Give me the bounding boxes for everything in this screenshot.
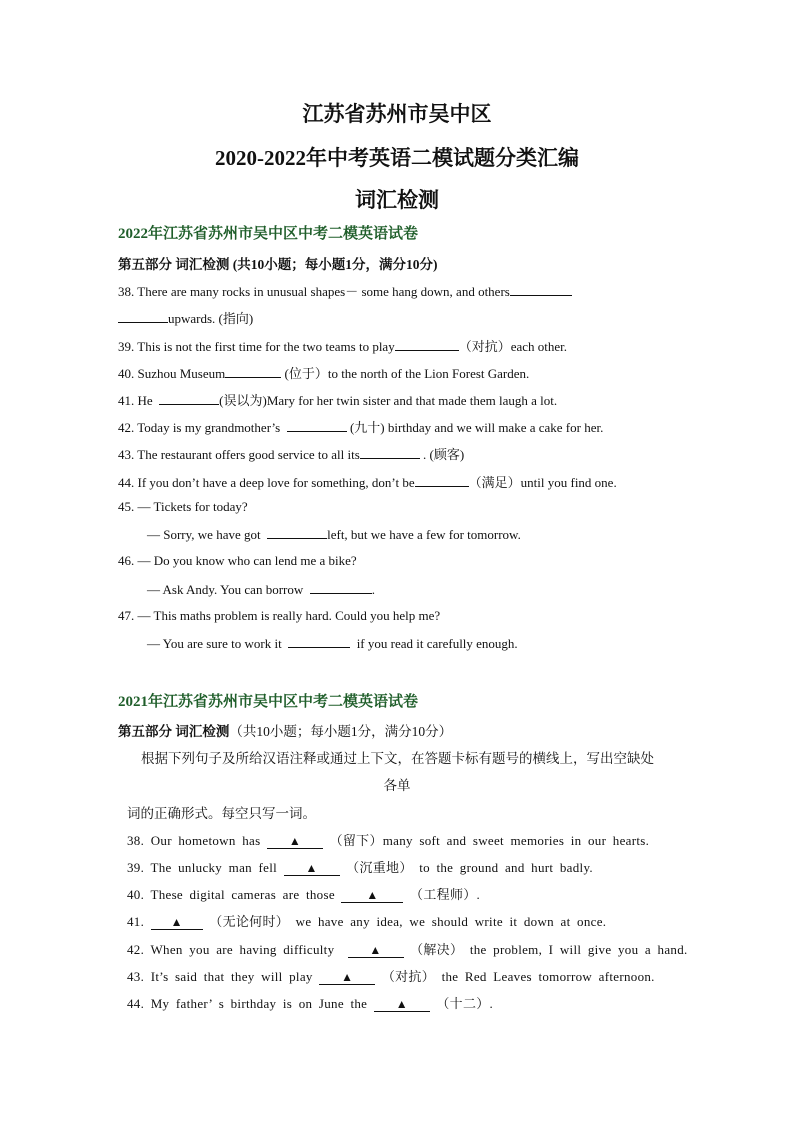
answer-blank[interactable] xyxy=(348,943,404,958)
answer-blank[interactable] xyxy=(374,997,430,1012)
question-text: . xyxy=(371,582,375,597)
question-39-2021 xyxy=(127,857,593,876)
question-text: 38. There are many rocks in unusual shapes－ some hang down, and others xyxy=(118,284,510,299)
page-subtitle: 2020-2022年中考英语二模试题分类汇编 xyxy=(215,146,579,170)
question-text: 43. The restaurant offers good service to all its xyxy=(118,447,360,462)
answer-blank[interactable] xyxy=(151,915,203,930)
answer-blank[interactable] xyxy=(395,338,459,351)
question-44-2021 xyxy=(127,993,493,1012)
question-text: 40. Suzhou Museum xyxy=(118,366,226,381)
instructions-line-3: 词的正确形式。每空只写一词。 xyxy=(127,806,316,821)
triangle-mark: ▲ xyxy=(341,970,354,984)
triangle-mark: ▲ xyxy=(288,834,302,848)
question-39-2022 xyxy=(118,336,567,355)
question-text: 38. Our hometown has xyxy=(127,833,261,848)
question-text: 41. xyxy=(127,914,145,929)
question-text: （无论何时） we have any idea, we should write it down at once. xyxy=(209,914,607,929)
triangle-mark: ▲ xyxy=(170,915,183,929)
part-label-2022: 第五部分 词汇检测 (共10小题；每小题1分，满分10分) xyxy=(118,257,438,272)
question-text: （留下）many soft and sweet memories in our hearts. xyxy=(329,833,650,848)
question-38-2021 xyxy=(127,830,649,849)
question-text: （工程师）. xyxy=(410,887,481,902)
question-41-2021 xyxy=(127,911,606,930)
answer-blank[interactable] xyxy=(118,310,168,323)
question-text: (九十) birthday and we will make a cake for her. xyxy=(349,420,604,435)
instructions-line-1: 根据下列句子及所给汉语注释或通过上下文，在答题卡标有题号的横线上，写出空缺处 xyxy=(141,751,654,766)
question-45-2022-reply xyxy=(147,526,521,543)
question-40-2022 xyxy=(118,363,529,382)
answer-blank[interactable] xyxy=(288,635,350,648)
triangle-mark: ▲ xyxy=(369,943,382,957)
question-43-2021 xyxy=(127,966,655,985)
page-topic: 词汇检测 xyxy=(355,188,439,212)
question-text: . (顾客) xyxy=(423,447,465,462)
question-44-2022 xyxy=(118,472,617,491)
question-42-2021 xyxy=(127,939,688,958)
question-46-2022-reply xyxy=(147,581,375,598)
question-text: 40. These digital cameras are those xyxy=(127,887,335,902)
question-text: — Sorry, we have got xyxy=(147,527,261,542)
page-title: 江苏省苏州市吴中区 xyxy=(302,102,492,126)
question-text: upwards. (指向) xyxy=(168,311,254,326)
instructions-line-2: 各单 xyxy=(383,778,411,793)
section-heading-2022: 2022年江苏省苏州市吴中区中考二模英语试卷 xyxy=(118,226,419,242)
section-heading-2021: 2021年江苏省苏州市吴中区中考二模英语试卷 xyxy=(118,694,419,710)
question-text: — You are sure to work it xyxy=(147,636,282,651)
question-47-2022: 47. — This maths problem is really hard. Could you help me? xyxy=(118,608,441,623)
question-46-2022: 46. — Do you know who can lend me a bike? xyxy=(118,553,357,568)
question-text: (位于）to the north of the Lion Forest Garden. xyxy=(284,366,530,381)
question-43-2022 xyxy=(118,444,464,463)
triangle-mark: ▲ xyxy=(395,997,408,1011)
question-text: 44. My father’ s birthday is on June the xyxy=(127,996,368,1011)
part-label-bold: 第五部分 词汇检测 xyxy=(118,724,230,739)
answer-blank[interactable] xyxy=(510,283,572,296)
question-text: 44. If you don’t have a deep love for something, don’t be xyxy=(118,475,415,490)
question-text: （解决） the problem, I will give you a hand. xyxy=(410,942,688,957)
question-45-2022: 45. — Tickets for today? xyxy=(118,499,248,514)
triangle-mark: ▲ xyxy=(305,861,318,875)
question-text: （对抗） the Red Leaves tomorrow afternoon. xyxy=(381,969,655,984)
question-text: — Ask Andy. You can borrow xyxy=(147,582,304,597)
question-text: 43. It’s said that they will play xyxy=(127,969,313,984)
answer-blank[interactable] xyxy=(319,970,375,985)
answer-blank[interactable] xyxy=(159,392,219,405)
answer-blank[interactable] xyxy=(360,446,420,459)
question-47-2022-reply xyxy=(147,635,518,652)
question-text: left, but we have a few for tomorrow. xyxy=(327,527,521,542)
question-text: 39. This is not the first time for the two teams to play xyxy=(118,339,395,354)
question-text: （满足）until you find one. xyxy=(468,475,617,490)
answer-blank[interactable] xyxy=(287,419,347,432)
part-label-2021 xyxy=(118,720,452,740)
question-40-2021 xyxy=(127,884,480,903)
triangle-mark: ▲ xyxy=(366,888,379,902)
question-38-2022 xyxy=(118,281,572,300)
answer-blank[interactable] xyxy=(341,888,403,903)
answer-blank[interactable] xyxy=(267,526,327,539)
question-text: (误以为)Mary for her twin sister and that made them laugh a lot. xyxy=(219,393,558,408)
question-text: 41. He xyxy=(118,393,153,408)
question-text: 42. When you are having difficulty xyxy=(127,942,335,957)
answer-blank[interactable] xyxy=(415,474,469,487)
answer-blank[interactable] xyxy=(267,834,323,849)
question-38-2022-cont xyxy=(118,308,253,327)
answer-blank[interactable] xyxy=(284,861,340,876)
part-label-rest: （共10小题；每小题1分，满分10分） xyxy=(229,724,453,739)
answer-blank[interactable] xyxy=(225,365,281,378)
question-41-2022 xyxy=(118,390,557,409)
answer-blank[interactable] xyxy=(310,581,372,594)
question-text: （对抗）each other. xyxy=(458,339,568,354)
question-text: 39. The unlucky man fell xyxy=(127,860,278,875)
question-text: （十二）. xyxy=(436,996,494,1011)
question-text: if you read it carefully enough. xyxy=(356,636,518,651)
question-text: 42. Today is my grandmother’s xyxy=(118,420,281,435)
question-text: （沉重地） to the ground and hurt badly. xyxy=(346,860,593,875)
question-42-2022 xyxy=(118,417,603,436)
